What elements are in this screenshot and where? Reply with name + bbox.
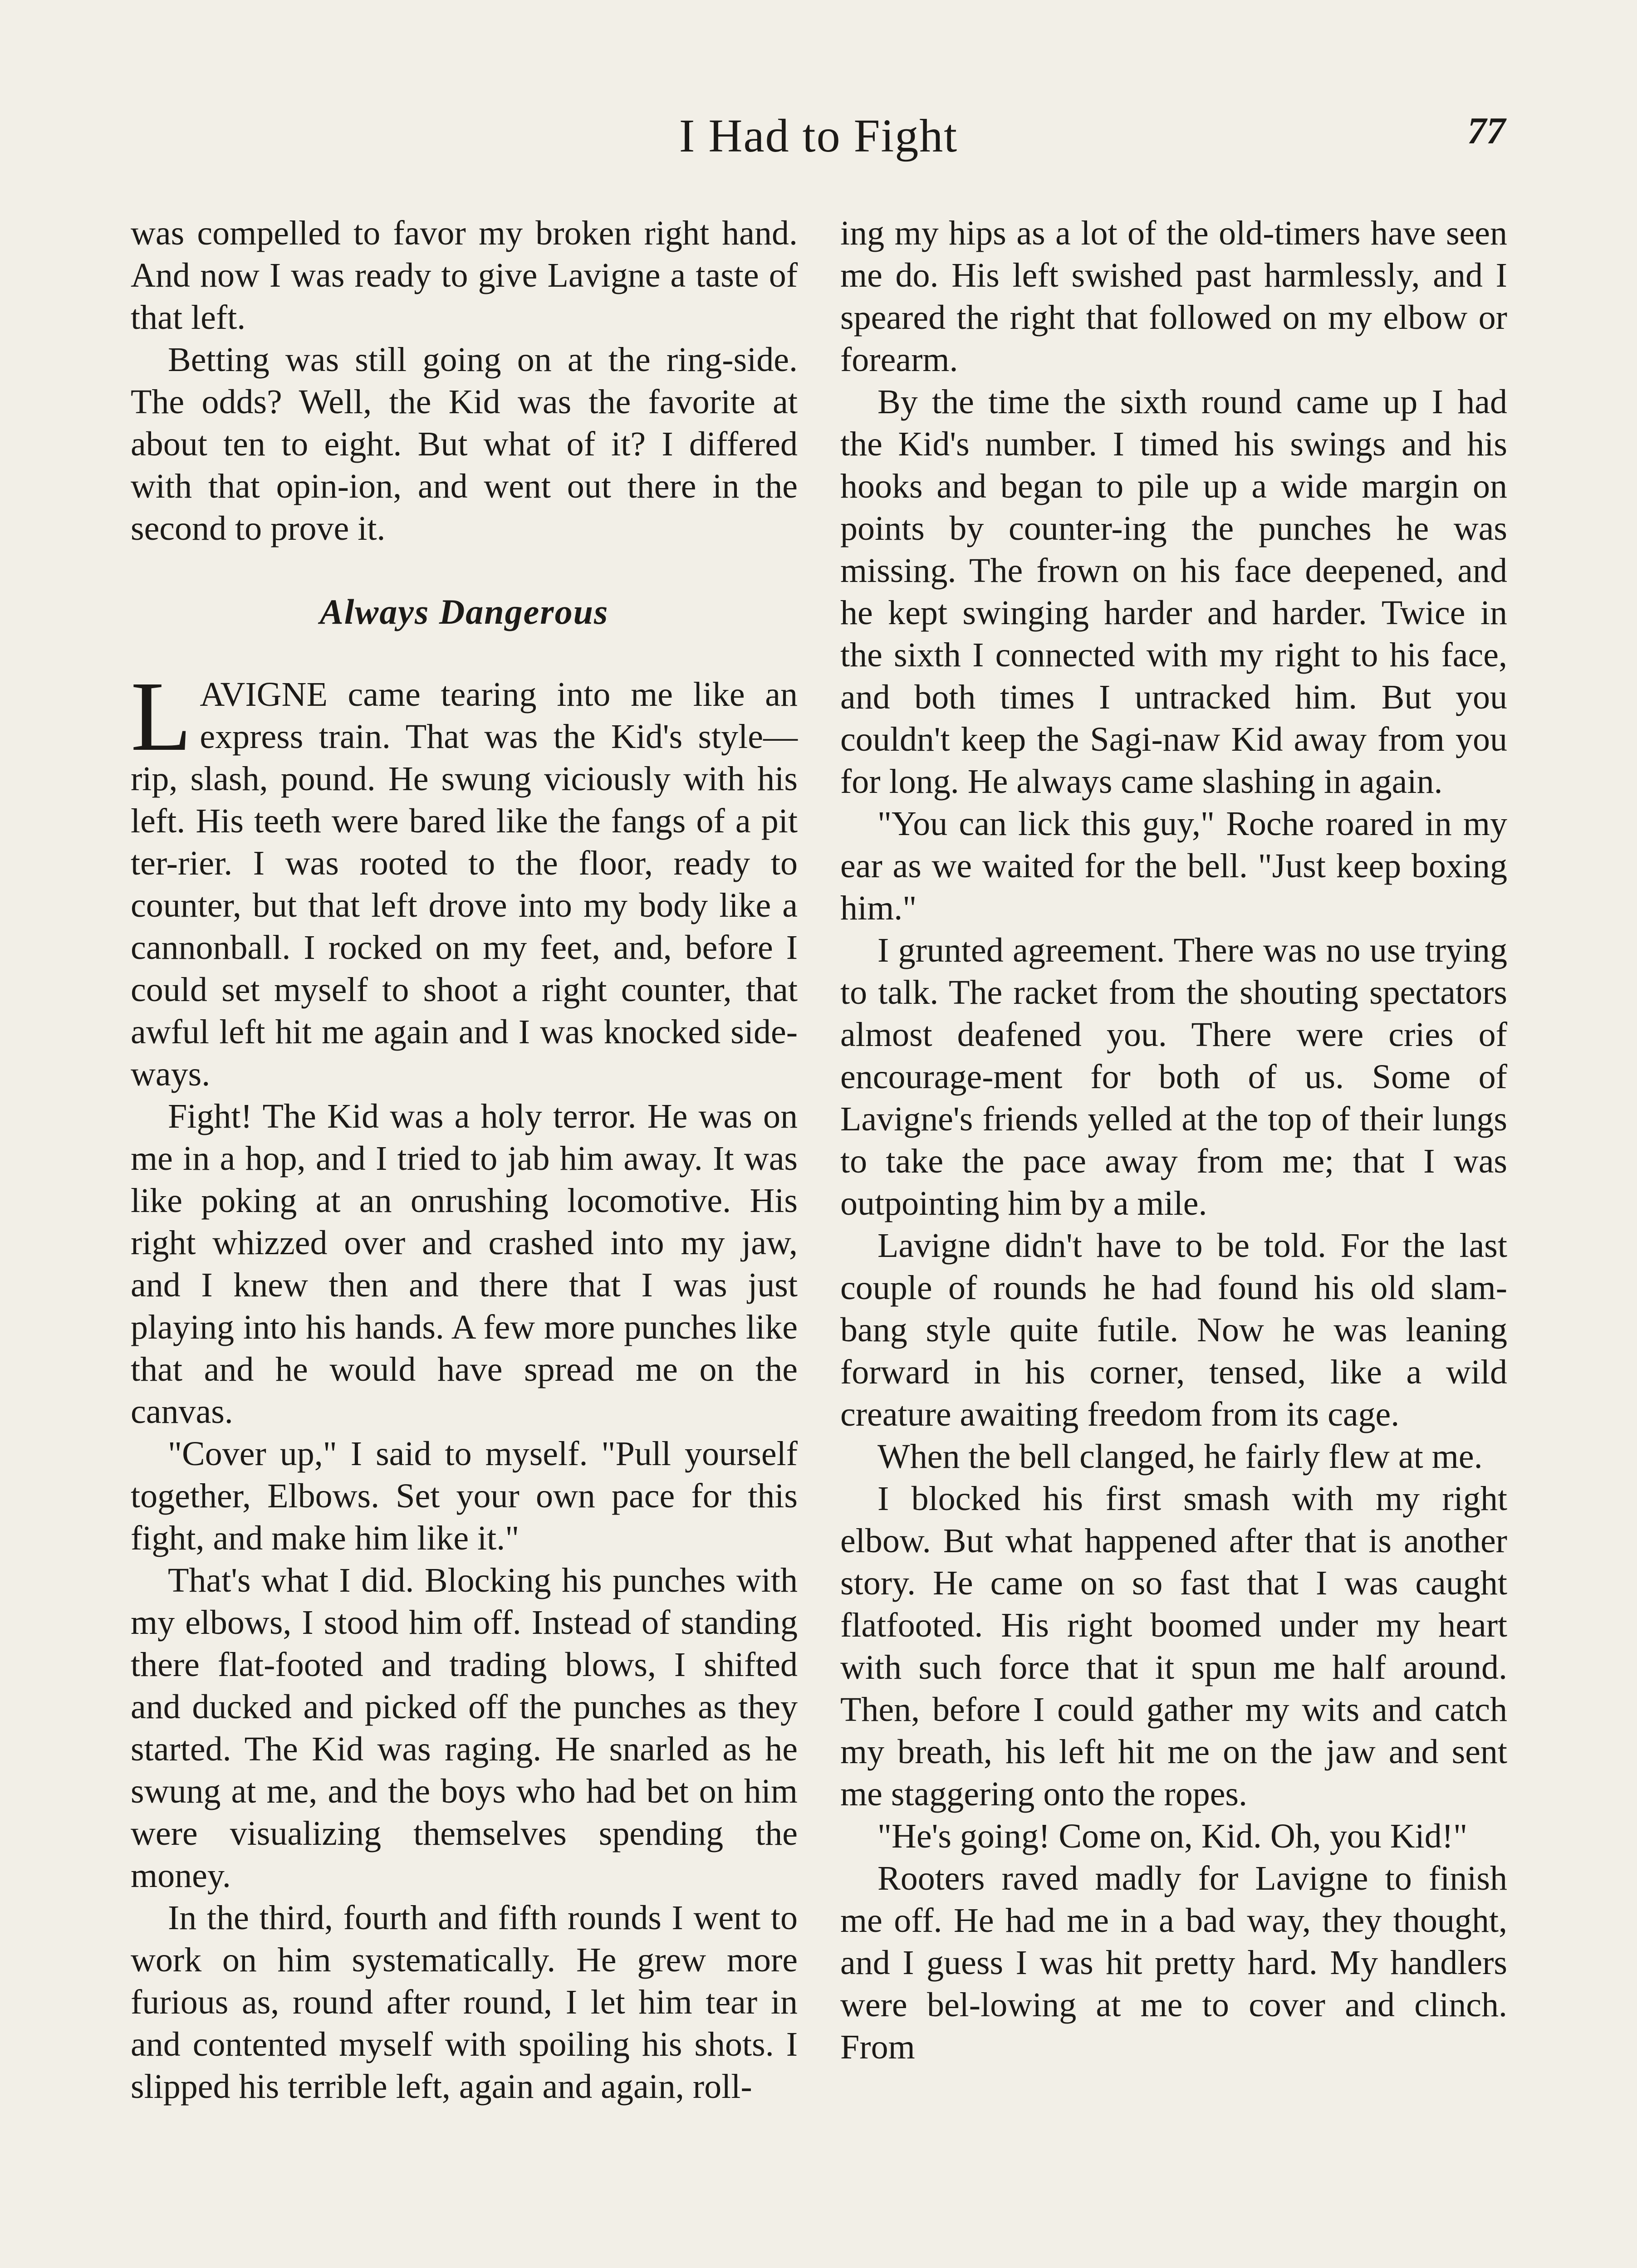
paragraph: By the time the sixth round came up I had the Kid's number. I timed his swings and his hooks and began to pile up a wide margin on points by counter-ing the punches he was missing. The frown on his face deepened, and he kept swinging harder and harder. Twice in the sixth I connected with my right to his face, and both times I untracked him. But you couldn't keep the Sagi-naw Kid away from you for long. He always came slashing in again.: [840, 383, 1507, 801]
paragraph: When the bell clanged, he fairly flew at me.: [877, 1437, 1483, 1476]
paragraph: That's what I did. Blocking his punches with my elbows, I stood him off. Instead of standing there flat-footed and trading blows, I shifted and ducked and picked off the punches as they started. The Kid was raging. He snarled as he swung at me, and the boys who had bet on him were visualizing themselves spending the money.: [131, 1561, 798, 1895]
right-column: [840, 212, 1507, 2068]
paragraph: I grunted agreement. There was no use trying to talk. The racket from the shouting spectators almost deafened you. There were cries of encourage-ment for both of us. Some of Lavigne's friends yelled at the top of their lungs to take the pace away from me; that I was outpointing him by a mile.: [840, 931, 1507, 1222]
paragraph-with-dropcap: [131, 661, 798, 1095]
page-number: 77: [1467, 110, 1505, 152]
paragraph: ing my hips as a lot of the old-timers have seen me do. His left swished past harmlessly, and I speared the right that followed on my elbow or forearm.: [840, 214, 1507, 379]
paragraph: Lavigne didn't have to be told. For the last couple of rounds he had found his old slam-bang style quite futile. Now he was leaning forward in his corner, tensed, like a wild creature awaiting freedom from its cage.: [840, 1227, 1507, 1433]
left-column: [131, 212, 798, 2108]
paragraph: "You can lick this guy," Roche roared in my ear as we waited for the bell. "Just keep boxing him.": [840, 805, 1507, 927]
running-title: I Had to Fight: [679, 110, 958, 162]
paragraph: Fight! The Kid was a holy terror. He was on me in a hop, and I tried to jab him away. It was like poking at an onrushing locomotive. His right whizzed over and crashed into my jaw, and I knew then and there that I was just playing into his hands. A few more punches like that and he would have spread me on the canvas.: [131, 1097, 798, 1431]
paragraph-text: AVIGNE came tearing into me like an express train. That was the Kid's style—rip, slash, pound. He swung viciously with his left. His teeth were bared like the fangs of a pit ter-rier. I was rooted to the floor, ready to counter, but that left drove into my body like a cannonball. I rocked on my feet, and, before I could set myself to shoot a right counter, that awful left hit me again and I was knocked side-ways.: [131, 675, 798, 1093]
section-subheading: Always Dangerous: [319, 592, 609, 631]
paragraph: In the third, fourth and fifth rounds I went to work on him systematically. He grew more furious as, round after round, I let him tear in and contented myself with spoiling his shots. I slipped his terrible left, again and again, roll-: [131, 1899, 798, 2106]
page-header: [0, 109, 1637, 172]
paragraph: "Cover up," I said to myself. "Pull yourself together, Elbows. Set your own pace for this fight, and make him like it.": [131, 1435, 798, 1557]
paragraph: I blocked his first smash with my right elbow. But what happened after that is another story. He came on so fast that I was caught flatfooted. His right boomed under my heart with such force that it spun me half around. Then, before I could gather my wits and catch my breath, his left hit me on the jaw and sent me staggering onto the ropes.: [840, 1480, 1507, 1813]
paragraph: "He's going! Come on, Kid. Oh, you Kid!": [877, 1817, 1468, 1855]
drop-cap-letter: L: [131, 661, 192, 772]
paragraph: Betting was still going on at the ring-side. The odds? Well, the Kid was the favorite at about ten to eight. But what of it? I differed with that opin-ion, and went out there in the second to prove it.: [131, 341, 798, 547]
paragraph: Rooters raved madly for Lavigne to finish me off. He had me in a bad way, they thought, and I guess I was hit pretty hard. My handlers were bel-lowing at me to cover and clinch. From: [840, 1859, 1507, 2066]
paragraph: was compelled to favor my broken right hand. And now I was ready to give Lavigne a taste of that left.: [131, 214, 798, 337]
